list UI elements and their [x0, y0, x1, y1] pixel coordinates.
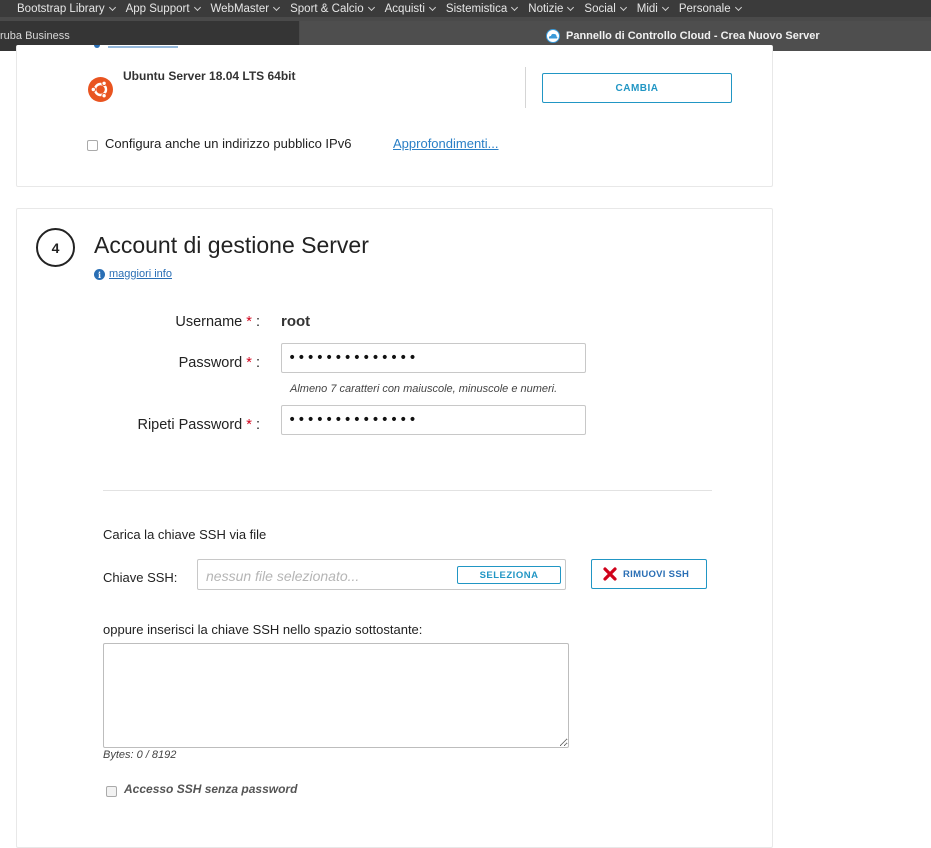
required-mark: *: [246, 355, 252, 371]
bookmark-folder-webmaster[interactable]: WebMaster: [211, 3, 280, 15]
page-content: [0, 51, 931, 840]
ssh-no-password-checkbox[interactable]: [106, 786, 117, 797]
select-file-button[interactable]: SELEZIONA: [457, 566, 561, 584]
chevron-down-icon: [429, 3, 436, 10]
bookmarks-bar: [0, 0, 931, 17]
step-number-badge: 4: [36, 228, 75, 267]
bookmark-folder-sport-calcio[interactable]: Sport & Calcio: [290, 3, 374, 15]
chevron-down-icon: [511, 3, 518, 10]
cloud-icon: [545, 29, 561, 43]
bookmark-folder-bootstrap-library[interactable]: Bootstrap Library: [17, 3, 115, 15]
ssh-paste-heading: oppure inserisci la chiave SSH nello spazio sottostante:: [103, 622, 423, 637]
password-input[interactable]: ••••••••••••••: [281, 343, 586, 373]
required-mark: *: [246, 314, 252, 330]
info-link-fragment: [94, 45, 178, 49]
ssh-file-input[interactable]: [197, 559, 566, 590]
os-name: Ubuntu Server 18.04 LTS 64bit: [123, 69, 296, 83]
password-hint: Almeno 7 caratteri con maiuscole, minuscole e numeri.: [290, 383, 558, 395]
chevron-down-icon: [620, 3, 627, 10]
chevron-down-icon: [567, 3, 574, 10]
ipv6-label: Configura anche un indirizzo pubblico IPv6: [105, 136, 352, 151]
chevron-down-icon: [368, 3, 375, 10]
bookmark-folder-social[interactable]: Social: [584, 3, 625, 15]
repeat-password-label: Ripeti Password * :: [137, 417, 260, 433]
bytes-counter: Bytes: 0 / 8192: [103, 749, 177, 761]
ssh-no-password-label: Accesso SSH senza password: [124, 782, 298, 796]
ssh-key-textarea[interactable]: [103, 643, 569, 748]
bookmark-folder-personale[interactable]: Personale: [679, 3, 741, 15]
bookmark-folder-midi[interactable]: Midi: [637, 3, 668, 15]
chevron-down-icon: [662, 3, 669, 10]
bookmark-folder-acquisti[interactable]: Acquisti: [385, 3, 435, 15]
ssh-key-label: Chiave SSH:: [103, 570, 178, 585]
chevron-down-icon: [273, 3, 280, 10]
remove-x-icon: [603, 567, 617, 581]
bookmark-folder-app-support[interactable]: App Support: [126, 3, 200, 15]
chevron-down-icon: [735, 3, 742, 10]
ssh-file-placeholder: nessun file selezionato...: [206, 568, 360, 584]
vertical-divider: [525, 67, 526, 108]
bookmark-folder-sistemistica[interactable]: Sistemistica: [446, 3, 517, 15]
remove-ssh-button[interactable]: RIMUOVI SSH: [591, 559, 707, 589]
tab-aruba-business[interactable]: ruba Business: [0, 21, 299, 51]
section-divider: [103, 490, 712, 491]
info-icon: i: [94, 269, 105, 280]
ipv6-checkbox[interactable]: [87, 140, 98, 151]
username-value: root: [281, 313, 311, 330]
repeat-password-input[interactable]: ••••••••••••••: [281, 405, 586, 435]
section-title: Account di gestione Server: [94, 232, 369, 258]
change-os-button[interactable]: CAMBIA: [542, 73, 732, 103]
ssh-file-heading: Carica la chiave SSH via file: [103, 527, 267, 542]
ubuntu-logo-icon: [88, 77, 113, 102]
more-info-link[interactable]: maggiori info: [109, 268, 172, 280]
os-selection-card: [16, 45, 773, 187]
ipv6-details-link[interactable]: Approfondimenti...: [393, 136, 499, 151]
password-label: Password * :: [178, 355, 260, 371]
required-mark: *: [246, 417, 252, 433]
tab-active-pannello-controllo[interactable]: Pannello di Controllo Cloud - Crea Nuovo Server: [300, 21, 931, 51]
chevron-down-icon: [193, 3, 200, 10]
bookmark-folder-notizie[interactable]: Notizie: [528, 3, 573, 15]
chevron-down-icon: [109, 3, 116, 10]
username-label: Username * :: [175, 314, 260, 330]
